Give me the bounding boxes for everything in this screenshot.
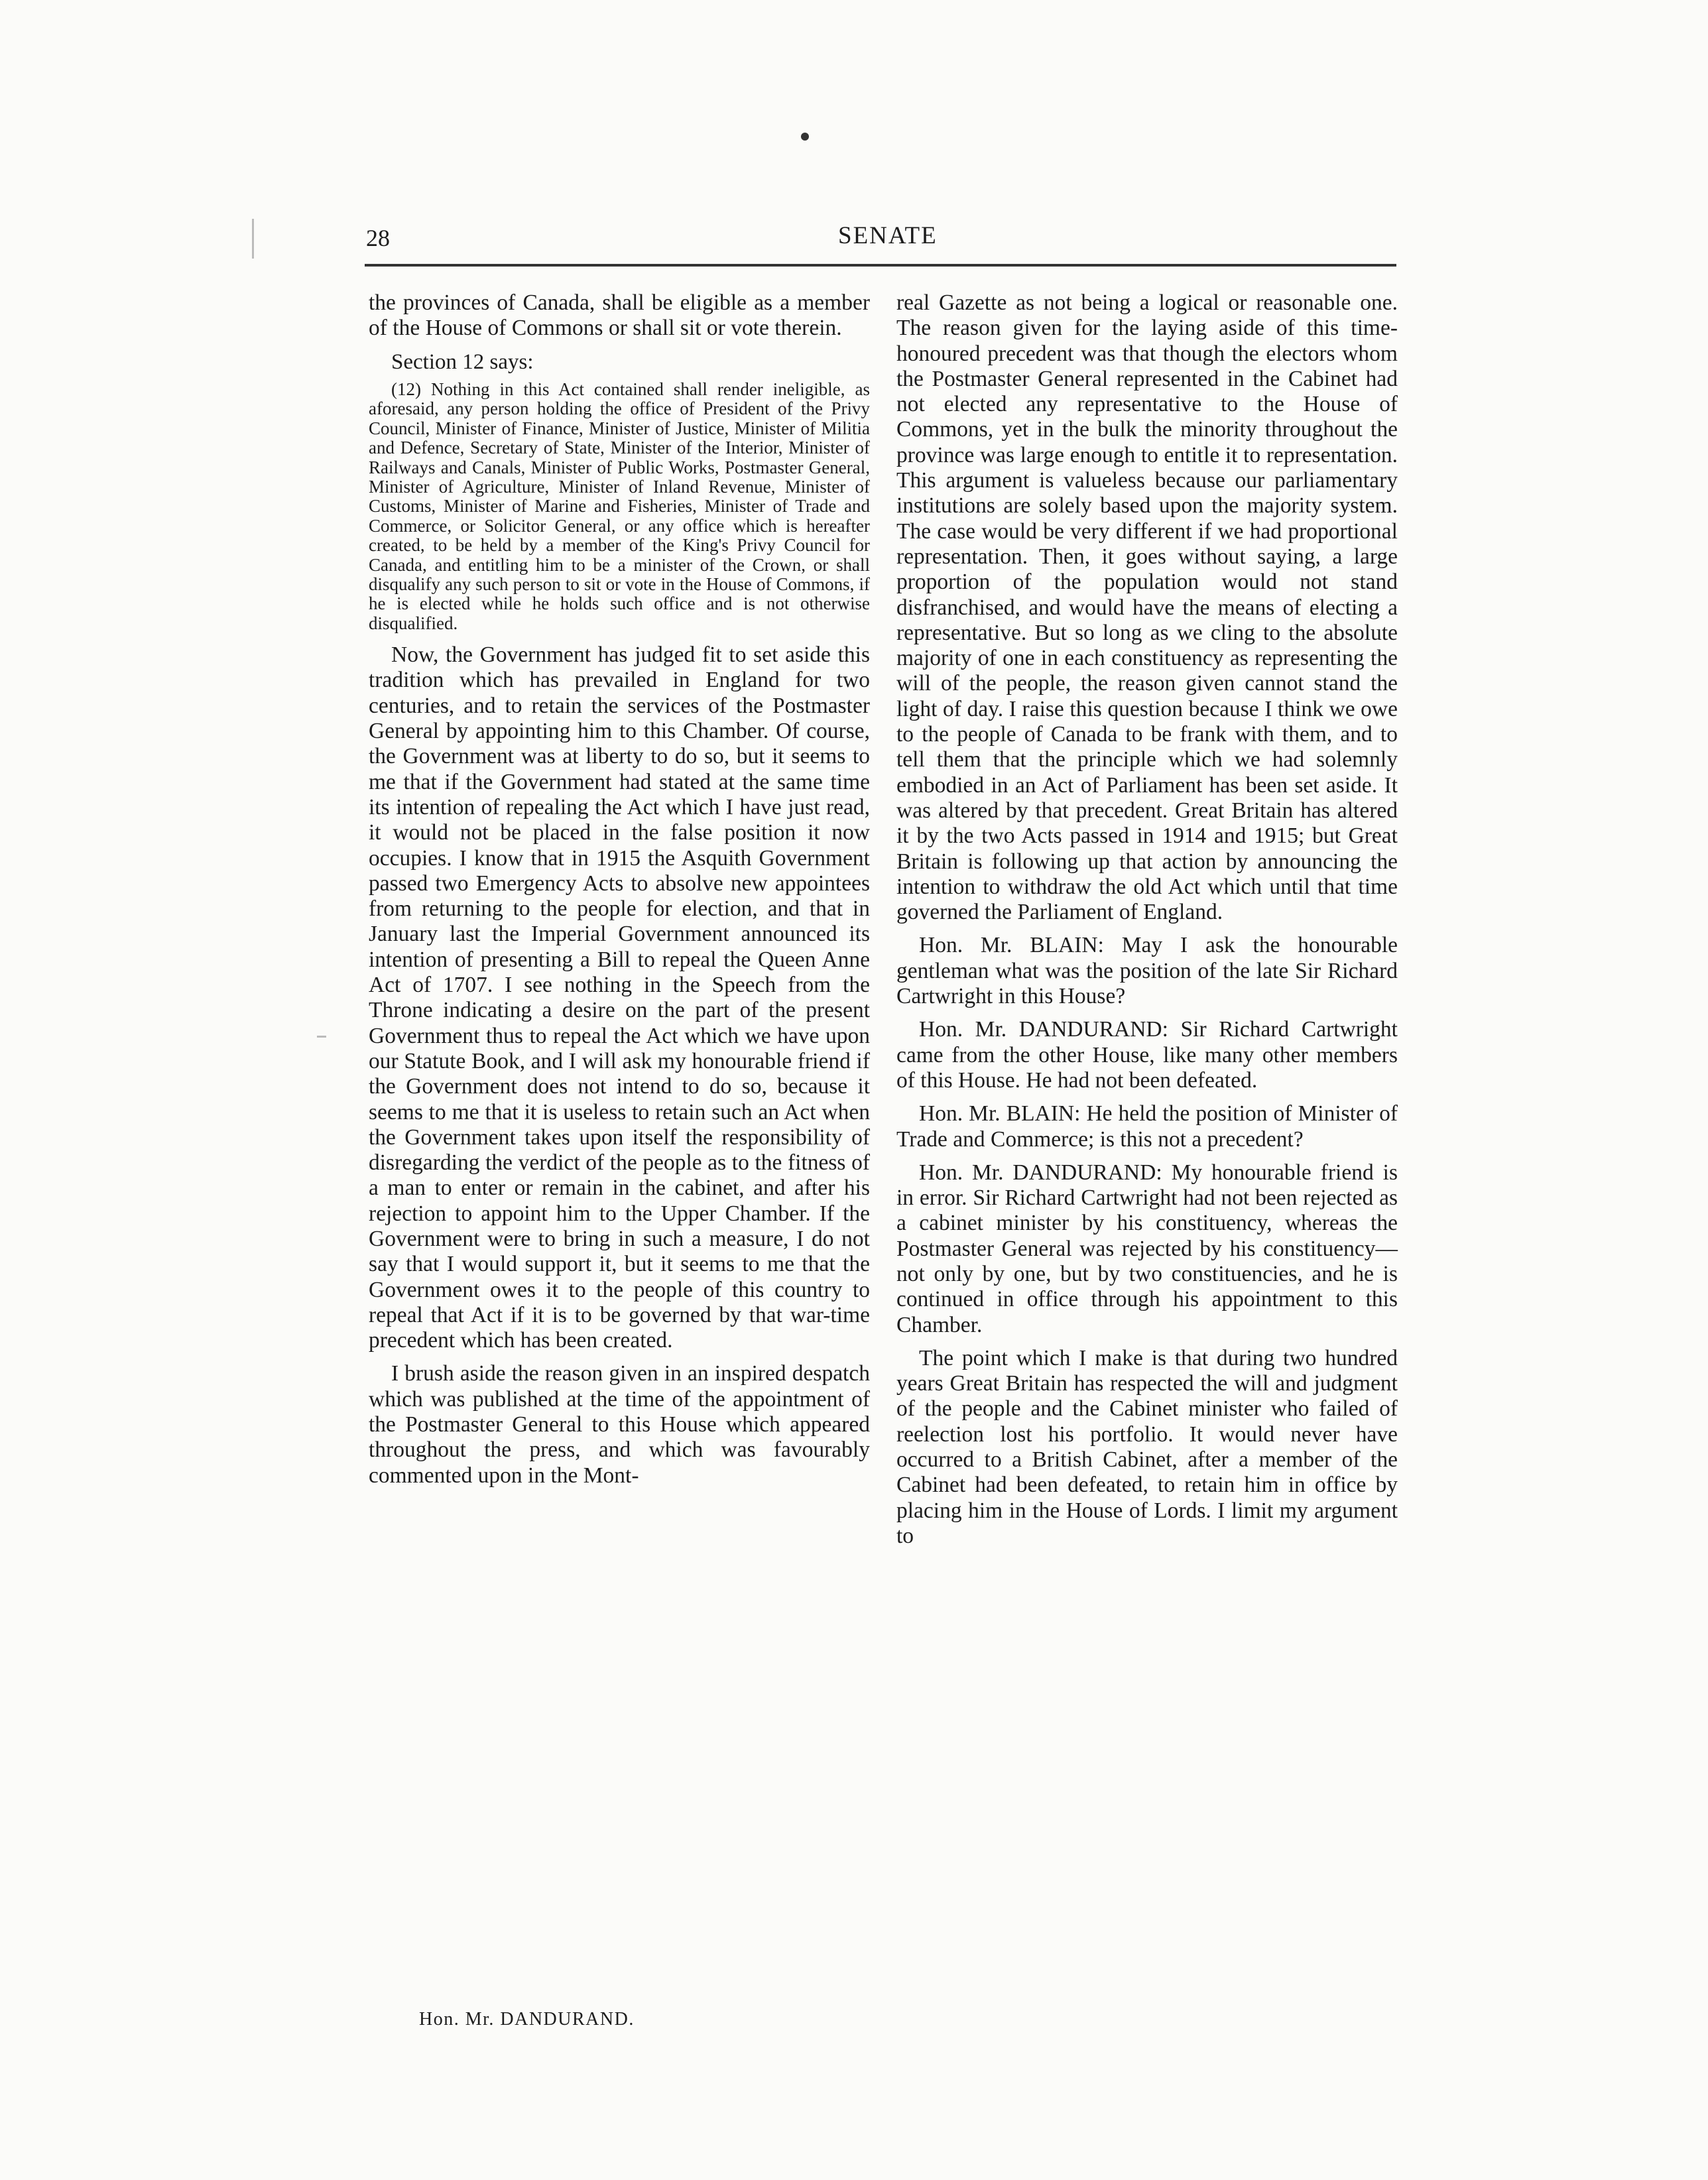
section-intro: Section 12 says:	[391, 349, 534, 374]
speaker-paragraph: Hon. Mr. DANDURAND: Sir Richard Cartwright came from the other House, like many other members of this House. He had not been defeated.	[896, 1017, 1398, 1093]
paragraph: I brush aside the reason given in an inspired despatch which was published at the time of the appointment of the Postmaster General to this House which appeared throughout the press, and which was favourably commented upon in the Mont-	[369, 1361, 870, 1488]
running-title: SENATE	[838, 222, 938, 249]
paragraph: the provinces of Canada, shall be eligible as a member of the House of Commons or shall sit or vote therein.	[369, 290, 870, 341]
scan-edge-mark	[317, 1036, 326, 1038]
scan-edge-mark	[252, 219, 254, 259]
footer-speaker: Hon. Mr. DANDURAND.	[419, 2009, 635, 2029]
speaker-paragraph: Hon. Mr. DANDURAND: My honourable friend is in error. Sir Richard Cartwright had not been rejected as a cabinet minister by his constituency, whereas the Postmaster General was rejected by his constituency—not only by one, but by two constituencies, and he is continued in office through his appointment to this Chamber.	[896, 1160, 1398, 1337]
paragraph: real Gazette as not being a logical or reasonable one. The reason given for the laying aside of this time-honoured precedent was that though the electors whom the Postmaster General represented in the Cabinet had not elected any representative to the House of Commons, yet in the bulk the minority throughout the province was large enough to entitle it to representation. This argument is valueless because our parliamentary institutions are solely based upon the majority system. The case would be very different if we had proportional representation. Then, it goes without saying, a large proportion of the population would not stand disfranchised, and would have the means of electing a representative. But so long as we cling to the absolute majority of one in each constituency as representing the will of the people, the reason given cannot stand the light of day. I raise this question because I think we owe to the people of Canada to be frank with them, and to tell them that the principle which we had solemnly embodied in an Act of Parliament has been set aside. It was altered by that precedent. Great Britain has altered it by the two Acts passed in 1914 and 1915; but Great Britain is following up that action by announcing the intention to withdraw the old Act which until that time governed the Parliament of England.	[896, 290, 1398, 925]
speaker-paragraph: Hon. Mr. BLAIN: May I ask the honourable gentleman what was the position of the late Sir Richard Cartwright in this House?	[896, 933, 1398, 1009]
speaker-paragraph: Hon. Mr. BLAIN: He held the position of Minister of Trade and Commerce; is this not a precedent?	[896, 1101, 1398, 1152]
quoted-statute: (12) Nothing in this Act contained shall render ineligible, as aforesaid, any person holding the office of President of the Privy Council, Minister of Finance, Minister of Justice, Minister of Militia and Defence, Secretary of State, Minister of the Interior, Minister of Railways and Canals, Minister of Public Works, Postmaster General, Minister of Agriculture, Minister of Inland Revenue, Minister of Customs, Minister of Marine and Fisheries, Minister of Trade and Commerce, or Solicitor General, or any office which is hereafter created, to be held by a member of the King's Privy Council for Canada, and entitling him to be a minister of the Crown, or shall disqualify any such person to sit or vote in the House of Commons, if he is elected while he holds such office and is not otherwise disqualified.	[369, 379, 870, 633]
header-rule	[365, 264, 1396, 267]
ink-speck	[801, 133, 809, 141]
paragraph: The point which I make is that during two hundred years Great Britain has respected the will and judgment of the people and the Cabinet minister who failed of reelection lost his portfolio. It would never have occurred to a British Cabinet, after a member of the Cabinet had been defeated, to retain him in office by placing him in the House of Lords. I limit my argument to	[896, 1345, 1398, 1548]
paragraph: Now, the Government has judged fit to set aside this tradition which has prevailed in England for two centuries, and to retain the services of the Postmaster General by appointing him to this Chamber. Of course, the Government was at liberty to do so, but it seems to me that if the Government had stated at the same time its intention of repealing the Act which I have just read, it would not be placed in the false position it now occupies. I know that in 1915 the Asquith Government passed two Emergency Acts to absolve new appointees from returning to the people for election, and that in January last the Imperial Government announced its intention of presenting a Bill to repeal the Queen Anne Act of 1707. I see nothing in the Speech from the Throne indicating a desire on the part of the present Government thus to repeal the Act which we have upon our Statute Book, and I will ask my honourable friend if the Government does not intend to do so, because it seems to me that it is useless to retain such an Act when the Government takes upon itself the responsibility of disregarding the verdict of the people as to the fitness of a man to enter or remain in the cabinet, and after his rejection to appoint him to the Upper Chamber. If the Government were to bring in such a measure, I do not say that I would support it, but it seems to me that the Government owes it to the people of this country to repeal that Act if it is to be governed by that war-time precedent which has been created.	[369, 642, 870, 1353]
right-column	[896, 290, 1398, 1557]
left-column	[369, 290, 870, 1496]
page-number: 28	[366, 225, 390, 251]
